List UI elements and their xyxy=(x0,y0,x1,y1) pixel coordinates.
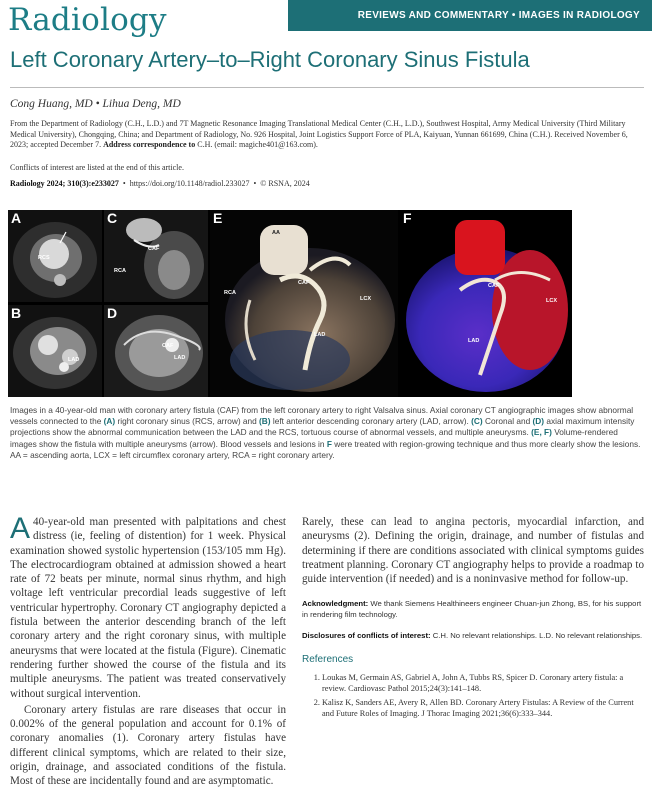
citation-journal: Radiology 2024; 310(3):e233027 xyxy=(10,179,119,188)
caption-text: were treated with region-growing technique and thus more clearly show the lesions. AA = ascending aorta, LCX = left circumflex coronary artery, RCA = right coronary artery. xyxy=(10,438,641,460)
caption-ref-a: (A) xyxy=(103,416,116,427)
caption-text: axial maximum intensity projections show the abnormal communication between the LAD and the RCS, tortuous course of abnormal vessels, and multiple aneurysms. xyxy=(10,416,635,438)
panel-e xyxy=(210,210,398,397)
title-divider xyxy=(10,87,644,88)
citation-line: Radiology 2024; 310(3):e233027 • https://doi.org/10.1148/radiol.233027 • © RSNA, 2024 xyxy=(10,179,310,188)
annotation-lcx-e: LCX xyxy=(360,296,371,302)
annotation-rca-e: RCA xyxy=(224,290,236,296)
conflicts-note: Conflicts of interest are listed at the end of this article. xyxy=(10,163,184,172)
journal-logo: Radiology xyxy=(8,2,167,38)
acknowledgment-label: Acknowledgment: xyxy=(302,599,369,609)
body-column-left xyxy=(10,512,286,789)
annotation-lad-d: LAD xyxy=(174,355,186,361)
paragraph-1 xyxy=(10,512,286,701)
caption-text: right coronary sinus (RCS, arrow) and xyxy=(115,416,260,427)
paragraph-2: Coronary artery fistulas are rare diseases that occur in 0.002% of the general population and account for 0.1% of coronary anomalies (1). Coronary artery fistulas have different clinical symptoms, which are related to their size, origin, drainage, and associated conditions of the fistula. Most of these are incidentally found and are asymptomatic. xyxy=(10,703,286,788)
caption-ref-f: F xyxy=(326,438,332,449)
disclosures-label: Disclosures of conflicts of interest: xyxy=(302,631,431,641)
panel-f xyxy=(400,210,572,397)
caption-ref-c: (C) xyxy=(471,416,483,427)
panel-label-e: E xyxy=(213,210,223,226)
caption-text: Volume-rendered images show the fistula with multiple aneurysms (arrow). Blood vessels and lesions in xyxy=(10,427,618,449)
reference-item: 2. Kalisz K, Sanders AE, Avery R, Allen BD. Coronary Artery Fistulas: A Review of the Current and Future Roles of Imaging. J Thorac Imaging 2021;36(6):333–344. xyxy=(322,697,644,719)
paragraph-3: Rarely, these can lead to angina pectoris, myocardial infarction, and aneurysms (2). Defining the origin, drainage, and number of fistulas and determining if there are conditions associated with clinical symptoms guides treatment planning. Coronary CT angiography helps to provide a roadmap to guide intervention (if needed) and is a noninvasive method for follow-up. xyxy=(302,516,644,586)
panel-b-image xyxy=(8,305,102,397)
article-title: Left Coronary Artery–to–Right Coronary Sinus Fistula xyxy=(10,47,530,72)
annotation-lad-f: LAD xyxy=(468,338,480,344)
author-list: Cong Huang, MD • Lihua Deng, MD xyxy=(10,98,181,110)
panel-d-image xyxy=(104,305,208,397)
panel-label-f: F xyxy=(403,210,412,226)
annotation-caf-d: CAF xyxy=(162,343,174,349)
caption-text: left anterior descending coronary artery (LAD, arrow). xyxy=(270,416,472,427)
section-banner xyxy=(288,0,652,31)
caption-ref-d: (D) xyxy=(532,416,545,427)
copyright: © RSNA, 2024 xyxy=(260,179,310,188)
annotation-lcx-f: LCX xyxy=(546,298,557,304)
panel-label-d: D xyxy=(107,305,118,321)
caption-ref-ef: (E, F) xyxy=(531,427,552,438)
annotation-lad: LAD xyxy=(68,357,80,363)
caption-text: Coronal and xyxy=(482,416,533,427)
caption-text: Images in a 40-year-old man with coronary artery fistula (CAF) from the left coronary artery to right Valsalva sinus. Axial coronary CT angiographic images show abnormal vessels connected to the xyxy=(10,405,634,427)
paragraph-1-text: 40-year-old man presented with palpitations and chest distress (ie, feeling of distention) for 1 week. Physical examination showed systolic hypertension (153/105 mm Hg). The electrocardiogram obtained at admission showed a heart rate of 72 beats per minute, normal sinus rhythm, and high voltage left ventricular precordial leads suggestive of left ventricular hypertrophy. Coronary CT angiography depicted a fistula between the anterior descending branch of the left coronary artery and the right coronary sinus, with multiple aneurysms that were located at the fistula (Figure). Cinematic rendering further showed the course of the fistula and its multiple aneurysms. The patient was treated conservatively without surgical intervention. xyxy=(10,516,286,700)
panel-b xyxy=(8,305,102,397)
doi-link[interactable]: https://doi.org/10.1148/radiol.233027 xyxy=(129,179,250,188)
panel-d xyxy=(104,305,208,397)
reference-item: 1. Loukas M, Germain AS, Gabriel A, John A, Tubbs RS, Spicer D. Coronary artery fistula: a review. Cardiovasc Pathol 2015;24(3):141–148. xyxy=(322,672,644,694)
figure xyxy=(8,210,572,397)
correspondence-text: C.H. (email: magiche401@163.com). xyxy=(197,140,318,149)
panel-e-image xyxy=(210,210,398,397)
section-label: REVIEWS AND COMMENTARY • IMAGES IN RADIOLOGY xyxy=(357,10,640,21)
annotation-caf-f: CAF xyxy=(488,283,500,289)
annotation-rca-c: RCA xyxy=(114,268,126,274)
affiliations-text: From the Department of Radiology (C.H., L.D.) and 7T Magnetic Resonance Imaging Translational Medical Center (C.H., L.D.), Southwest Hospital, Army Medical University (Third Military Medical University), Chongqing, China; and Department of Radiology, No. 926 Hospital, Joint Logistics Support Force of PLA, Kaiyuan, Yunnan 661699, China (C.H.). Received November 6, 2023; accepted December 7. xyxy=(10,119,628,149)
annotation-caf-c: CAF xyxy=(148,246,160,252)
acknowledgment xyxy=(302,598,644,620)
panel-a-image xyxy=(8,210,102,302)
annotation-lad-e: LAD xyxy=(314,332,326,338)
correspondence-label: Address correspondence to xyxy=(103,140,196,149)
annotation-rcs: RCS xyxy=(38,255,50,261)
disclosures-text: C.H. No relevant relationships. L.D. No relevant relationships. xyxy=(432,631,643,641)
affiliations xyxy=(10,119,644,151)
drop-cap: A xyxy=(10,512,31,545)
caption-ref-b: (B) xyxy=(259,416,271,427)
panel-c xyxy=(104,210,208,302)
annotation-aa: AA xyxy=(272,230,280,236)
panel-label-b: B xyxy=(11,305,22,321)
panel-label-c: C xyxy=(107,210,118,226)
references-heading: References xyxy=(302,654,354,666)
body-column-right xyxy=(302,515,644,722)
panel-a xyxy=(8,210,102,302)
panel-c-image xyxy=(104,210,208,302)
figure-caption xyxy=(10,405,644,461)
disclosures xyxy=(302,630,644,641)
panel-label-a: A xyxy=(11,210,22,226)
reference-list xyxy=(302,672,644,719)
annotation-caf-e: CAF xyxy=(298,280,310,286)
acknowledgment-text: We thank Siemens Healthineers engineer Chuan-jun Zhong, BS, for his support in rendering film technology. xyxy=(302,599,642,620)
